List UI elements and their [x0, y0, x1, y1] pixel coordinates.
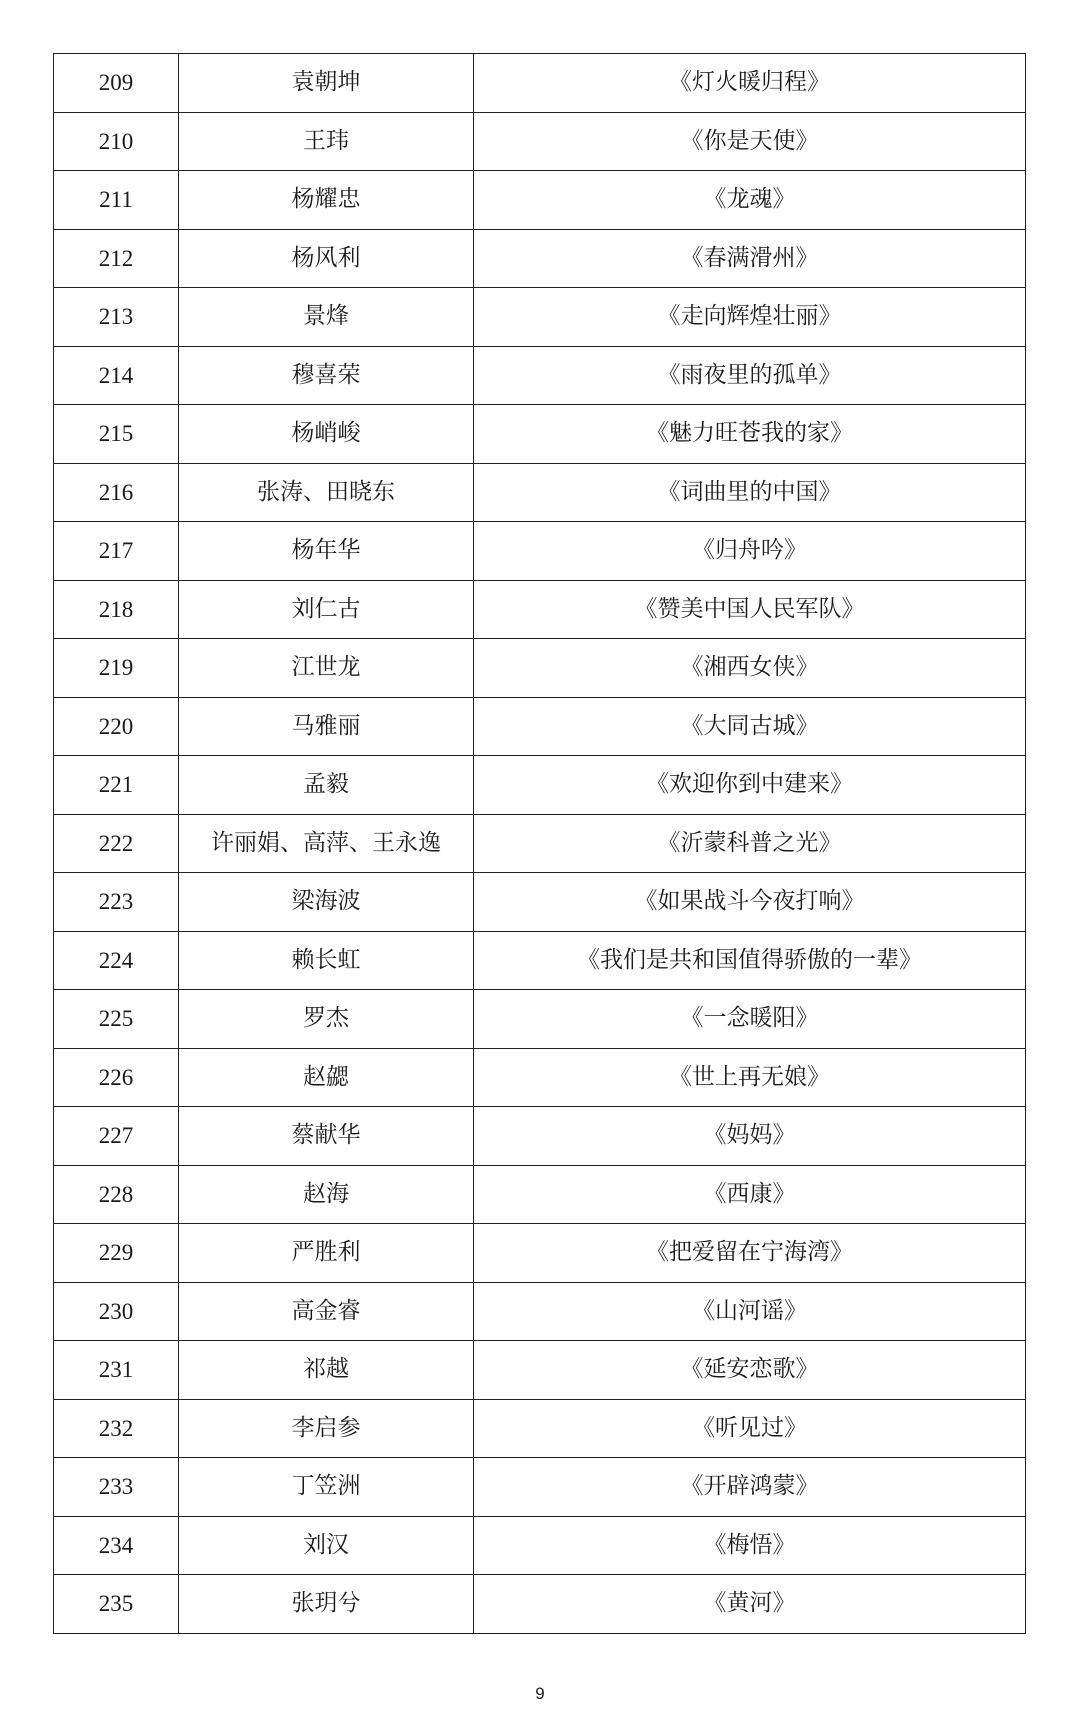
entry-number-cell: 215	[54, 405, 179, 464]
table-row	[54, 580, 1026, 639]
table-row	[54, 1282, 1026, 1341]
work-title-cell: 《我们是共和国值得骄傲的一辈》	[474, 931, 1026, 990]
work-title-cell: 《赞美中国人民军队》	[474, 580, 1026, 639]
author-name-cell: 赵海	[179, 1165, 474, 1224]
work-title-cell: 《走向辉煌壮丽》	[474, 288, 1026, 347]
entry-number-cell: 210	[54, 112, 179, 171]
work-title-cell: 《梅悟》	[474, 1516, 1026, 1575]
entry-number-cell: 232	[54, 1399, 179, 1458]
work-title-cell: 《湘西女侠》	[474, 639, 1026, 698]
work-title-cell: 《世上再无娘》	[474, 1048, 1026, 1107]
author-name-cell: 杨耀忠	[179, 171, 474, 230]
entry-number-cell: 218	[54, 580, 179, 639]
table-row	[54, 288, 1026, 347]
table-row	[54, 1224, 1026, 1283]
table-row	[54, 756, 1026, 815]
table-row	[54, 1399, 1026, 1458]
author-name-cell: 丁笠洲	[179, 1458, 474, 1517]
work-title-cell: 《词曲里的中国》	[474, 463, 1026, 522]
author-name-cell: 许丽娟、高萍、王永逸	[179, 814, 474, 873]
author-name-cell: 李启参	[179, 1399, 474, 1458]
work-title-cell: 《欢迎你到中建来》	[474, 756, 1026, 815]
table-row	[54, 171, 1026, 230]
author-name-cell: 张玥兮	[179, 1575, 474, 1634]
author-name-cell: 高金睿	[179, 1282, 474, 1341]
author-name-cell: 穆喜荣	[179, 346, 474, 405]
work-title-cell: 《雨夜里的孤单》	[474, 346, 1026, 405]
author-name-cell: 刘汉	[179, 1516, 474, 1575]
work-title-cell: 《黄河》	[474, 1575, 1026, 1634]
work-title-cell: 《魅力旺苍我的家》	[474, 405, 1026, 464]
entry-number-cell: 219	[54, 639, 179, 698]
entry-number-cell: 225	[54, 990, 179, 1049]
author-name-cell: 赵勰	[179, 1048, 474, 1107]
author-name-cell: 孟毅	[179, 756, 474, 815]
work-title-cell: 《大同古城》	[474, 697, 1026, 756]
work-title-cell: 《西康》	[474, 1165, 1026, 1224]
author-name-cell: 景烽	[179, 288, 474, 347]
author-name-cell: 严胜利	[179, 1224, 474, 1283]
work-title-cell: 《听见过》	[474, 1399, 1026, 1458]
entry-number-cell: 229	[54, 1224, 179, 1283]
table-row	[54, 990, 1026, 1049]
entries-table	[53, 53, 1026, 1634]
work-title-cell: 《你是天使》	[474, 112, 1026, 171]
work-title-cell: 《春满滑州》	[474, 229, 1026, 288]
table-row	[54, 1458, 1026, 1517]
work-title-cell: 《一念暖阳》	[474, 990, 1026, 1049]
entry-number-cell: 214	[54, 346, 179, 405]
table-row	[54, 112, 1026, 171]
work-title-cell: 《山河谣》	[474, 1282, 1026, 1341]
table-row	[54, 346, 1026, 405]
entry-number-cell: 209	[54, 54, 179, 113]
table-row	[54, 405, 1026, 464]
entry-number-cell: 222	[54, 814, 179, 873]
entry-number-cell: 234	[54, 1516, 179, 1575]
author-name-cell: 刘仁古	[179, 580, 474, 639]
table-row	[54, 639, 1026, 698]
table-row	[54, 1516, 1026, 1575]
table-row	[54, 1107, 1026, 1166]
author-name-cell: 王玮	[179, 112, 474, 171]
author-name-cell: 蔡献华	[179, 1107, 474, 1166]
table-row	[54, 931, 1026, 990]
entry-number-cell: 230	[54, 1282, 179, 1341]
work-title-cell: 《开辟鸿蒙》	[474, 1458, 1026, 1517]
table-row	[54, 1165, 1026, 1224]
work-title-cell: 《沂蒙科普之光》	[474, 814, 1026, 873]
entry-number-cell: 213	[54, 288, 179, 347]
entry-number-cell: 216	[54, 463, 179, 522]
entry-number-cell: 235	[54, 1575, 179, 1634]
work-title-cell: 《妈妈》	[474, 1107, 1026, 1166]
entry-number-cell: 223	[54, 873, 179, 932]
work-title-cell: 《延安恋歌》	[474, 1341, 1026, 1400]
table-row	[54, 814, 1026, 873]
page-number: 9	[535, 1684, 545, 1703]
entry-number-cell: 228	[54, 1165, 179, 1224]
entry-number-cell: 220	[54, 697, 179, 756]
work-title-cell: 《灯火暖归程》	[474, 54, 1026, 113]
table-row	[54, 54, 1026, 113]
work-title-cell: 《归舟吟》	[474, 522, 1026, 581]
author-name-cell: 马雅丽	[179, 697, 474, 756]
table-row	[54, 229, 1026, 288]
work-title-cell: 《把爱留在宁海湾》	[474, 1224, 1026, 1283]
table-row	[54, 1575, 1026, 1634]
author-name-cell: 袁朝坤	[179, 54, 474, 113]
entry-number-cell: 226	[54, 1048, 179, 1107]
table-row	[54, 1341, 1026, 1400]
author-name-cell: 张涛、田晓东	[179, 463, 474, 522]
table-row	[54, 522, 1026, 581]
author-name-cell: 祁越	[179, 1341, 474, 1400]
entry-number-cell: 227	[54, 1107, 179, 1166]
entry-number-cell: 231	[54, 1341, 179, 1400]
author-name-cell: 罗杰	[179, 990, 474, 1049]
author-name-cell: 梁海波	[179, 873, 474, 932]
entry-number-cell: 224	[54, 931, 179, 990]
author-name-cell: 杨风利	[179, 229, 474, 288]
table-row	[54, 1048, 1026, 1107]
work-title-cell: 《龙魂》	[474, 171, 1026, 230]
entry-number-cell: 211	[54, 171, 179, 230]
author-name-cell: 杨峭峻	[179, 405, 474, 464]
table-row	[54, 697, 1026, 756]
work-title-cell: 《如果战斗今夜打响》	[474, 873, 1026, 932]
entry-number-cell: 233	[54, 1458, 179, 1517]
author-name-cell: 杨年华	[179, 522, 474, 581]
entry-number-cell: 217	[54, 522, 179, 581]
table-row	[54, 463, 1026, 522]
entries-table-body	[54, 54, 1026, 1634]
table-row	[54, 873, 1026, 932]
entry-number-cell: 221	[54, 756, 179, 815]
author-name-cell: 赖长虹	[179, 931, 474, 990]
author-name-cell: 江世龙	[179, 639, 474, 698]
entry-number-cell: 212	[54, 229, 179, 288]
